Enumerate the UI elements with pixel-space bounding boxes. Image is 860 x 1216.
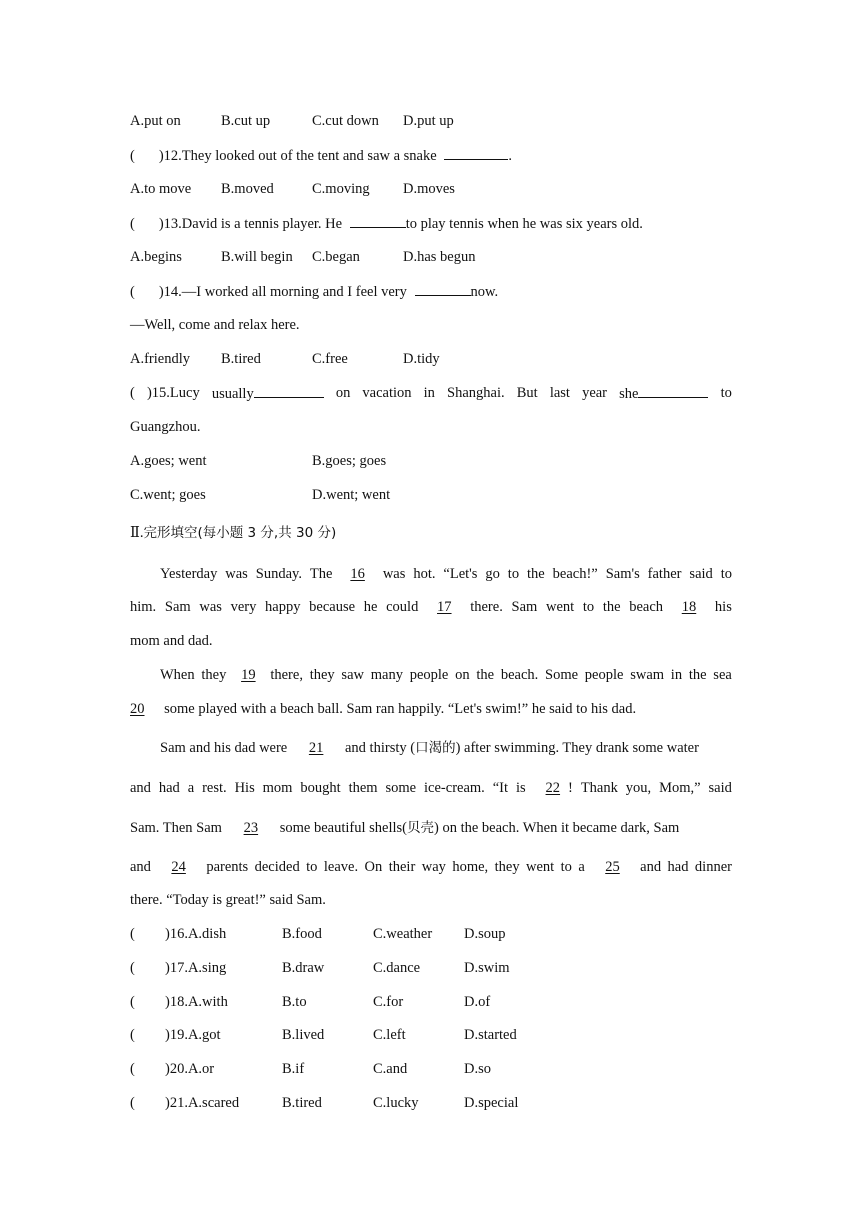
word: saw bbox=[341, 667, 364, 683]
passage-p3-line2 bbox=[130, 778, 732, 798]
question-14 bbox=[130, 281, 498, 302]
word: was bbox=[199, 599, 222, 615]
option-c: C.cut down bbox=[312, 113, 379, 129]
word: leave. bbox=[323, 859, 359, 875]
q14-reply: —Well, come and relax here. bbox=[130, 317, 300, 333]
word: to bbox=[582, 599, 595, 615]
passage-p3-line4 bbox=[130, 857, 732, 877]
option-d: D.swim bbox=[464, 960, 510, 976]
word: had bbox=[158, 780, 180, 796]
q15-word: she bbox=[619, 386, 639, 402]
question-end: . bbox=[508, 148, 512, 164]
word: people bbox=[409, 667, 449, 683]
option-c: C.weather bbox=[373, 926, 433, 942]
word: to bbox=[720, 566, 732, 582]
blank-16: 16 bbox=[350, 566, 365, 582]
passage-text: ) after swimming. They drank some water bbox=[455, 740, 699, 756]
option-d: D.put up bbox=[403, 113, 454, 129]
word: on bbox=[455, 667, 470, 683]
answer-paren: ( bbox=[130, 148, 135, 164]
word: Yesterday bbox=[160, 566, 218, 582]
answer-paren: ( bbox=[130, 926, 135, 942]
q15-word: )15.Lucy bbox=[146, 385, 200, 401]
option-a: )19.A.got bbox=[165, 1027, 221, 1043]
passage-text: Sam and his dad were bbox=[160, 740, 288, 756]
option-c: C.free bbox=[312, 351, 348, 367]
option-d: D.tidy bbox=[403, 351, 440, 367]
option-d: D.so bbox=[464, 1061, 491, 1077]
passage-p2-line2 bbox=[130, 699, 636, 719]
option-a: A.begins bbox=[130, 249, 182, 265]
question-15-cont: Guangzhou. bbox=[130, 419, 201, 435]
word: they bbox=[309, 667, 335, 683]
word: father bbox=[647, 566, 682, 582]
word: go bbox=[485, 566, 500, 582]
word: ice-cream. bbox=[424, 780, 485, 796]
word: there. bbox=[470, 599, 503, 615]
blank-21: 21 bbox=[308, 740, 324, 756]
word: decided bbox=[254, 859, 300, 875]
blank-25: 25 bbox=[605, 859, 620, 875]
answer-blank bbox=[444, 145, 508, 160]
word: Sam bbox=[511, 599, 538, 615]
word: went bbox=[526, 859, 555, 875]
word: many bbox=[370, 667, 403, 683]
question-text: )14.—I worked all morning and I feel very bbox=[158, 284, 407, 300]
section-heading bbox=[130, 523, 336, 543]
passage-text: and thirsty ( bbox=[345, 740, 416, 756]
word: ! bbox=[568, 780, 573, 796]
answer-paren: ( bbox=[130, 1095, 135, 1111]
word: said bbox=[708, 780, 732, 796]
option-c: C.and bbox=[373, 1061, 408, 1077]
word: the bbox=[688, 667, 707, 683]
question-text-end: now. bbox=[470, 284, 499, 300]
word: said bbox=[689, 566, 713, 582]
q15-word: in bbox=[423, 385, 435, 401]
q15-word: But bbox=[516, 385, 538, 401]
option-d: D.of bbox=[464, 994, 491, 1010]
passage-p3-line3 bbox=[130, 818, 679, 838]
word: to bbox=[507, 566, 520, 582]
word: and bbox=[130, 780, 151, 796]
option-b: B.to bbox=[282, 994, 307, 1010]
q15-word: last bbox=[549, 385, 570, 401]
word: you, bbox=[625, 780, 652, 796]
q15-word: vacation bbox=[362, 385, 412, 401]
option-b: B.moved bbox=[221, 181, 274, 197]
word: beach bbox=[629, 599, 664, 615]
answer-blank-2 bbox=[638, 383, 708, 398]
word: went bbox=[545, 599, 575, 615]
word: was bbox=[382, 566, 406, 582]
word: The bbox=[309, 566, 333, 582]
option-d: D.moves bbox=[403, 181, 455, 197]
blank-22: 22 bbox=[545, 780, 561, 796]
q15-word: Shanghai. bbox=[447, 385, 505, 401]
word: Sam bbox=[164, 599, 191, 615]
option-d: D.has begun bbox=[403, 249, 476, 265]
passage-text: ) on the beach. When it became dark, Sam bbox=[433, 820, 680, 836]
word: Sunday. bbox=[255, 566, 302, 582]
option-a: )16.A.dish bbox=[165, 926, 227, 942]
word: could bbox=[386, 599, 419, 615]
word: there, bbox=[270, 667, 303, 683]
word: Thank bbox=[580, 780, 618, 796]
word: had bbox=[667, 859, 689, 875]
question-12 bbox=[130, 145, 512, 166]
blank-17: 17 bbox=[437, 599, 452, 615]
option-a: )17.A.sing bbox=[165, 960, 227, 976]
word: Some bbox=[545, 667, 579, 683]
passage-text: some beautiful shells( bbox=[279, 820, 407, 836]
word: his bbox=[714, 599, 732, 615]
option-c: C.went; goes bbox=[130, 487, 206, 503]
passage-p2-line1 bbox=[130, 665, 732, 685]
option-b: B.tired bbox=[221, 351, 261, 367]
word: On bbox=[364, 859, 383, 875]
word: Mom,” bbox=[659, 780, 701, 796]
word: His bbox=[234, 780, 255, 796]
option-b: B.tired bbox=[282, 1095, 322, 1111]
question-text: )13.David is a tennis player. He bbox=[158, 216, 343, 232]
word: and bbox=[130, 859, 151, 875]
word: home, bbox=[452, 859, 489, 875]
word: they bbox=[201, 667, 227, 683]
option-b: B.draw bbox=[282, 960, 325, 976]
option-a: )21.A.scared bbox=[165, 1095, 240, 1111]
question-text: )12.They looked out of the tent and saw a snake bbox=[158, 148, 437, 164]
q15-word: to bbox=[720, 385, 732, 401]
question-13 bbox=[130, 213, 643, 234]
question-15 bbox=[130, 383, 732, 404]
chinese-gloss: 贝壳 bbox=[406, 820, 434, 836]
word: to bbox=[560, 859, 572, 875]
word: When bbox=[160, 667, 195, 683]
option-c: C.left bbox=[373, 1027, 406, 1043]
word: “It bbox=[492, 780, 509, 796]
word: dinner bbox=[694, 859, 732, 875]
option-c: C.moving bbox=[312, 181, 370, 197]
word: beach!” bbox=[552, 566, 598, 582]
word: was bbox=[225, 566, 248, 582]
passage-p3-line1 bbox=[130, 738, 699, 758]
option-d: D.went; went bbox=[312, 487, 391, 503]
option-b: B.lived bbox=[282, 1027, 325, 1043]
blank-19: 19 bbox=[241, 667, 256, 683]
word: happy bbox=[265, 599, 301, 615]
q15-word: on bbox=[335, 385, 351, 401]
word: way bbox=[421, 859, 446, 875]
word: them bbox=[348, 780, 378, 796]
blank-23: 23 bbox=[243, 820, 259, 836]
option-a: )20.A.or bbox=[165, 1061, 215, 1077]
passage-text: Sam. Then Sam bbox=[130, 820, 222, 836]
question-text-end: to play tennis when he was six years old. bbox=[405, 216, 643, 232]
answer-paren: ( bbox=[130, 284, 135, 300]
q15-word: usually bbox=[211, 386, 254, 402]
option-a: A.goes; went bbox=[130, 453, 207, 469]
word: hot. bbox=[413, 566, 436, 582]
option-a: A.to move bbox=[130, 181, 192, 197]
passage-p1-line1 bbox=[130, 564, 732, 584]
option-b: B.if bbox=[282, 1061, 305, 1077]
word: a bbox=[578, 859, 585, 875]
passage-p1-line2 bbox=[130, 597, 732, 617]
passage-p3-line5: there. “Today is great!” said Sam. bbox=[130, 892, 326, 908]
word: they bbox=[494, 859, 520, 875]
option-c: C.began bbox=[312, 249, 360, 265]
word: mom bbox=[262, 780, 293, 796]
word: a bbox=[187, 780, 195, 796]
word: very bbox=[230, 599, 257, 615]
word: to bbox=[306, 859, 318, 875]
answer-paren: ( bbox=[130, 994, 135, 1010]
answer-paren: ( bbox=[130, 216, 135, 232]
option-b: B.food bbox=[282, 926, 322, 942]
answer-blank bbox=[350, 213, 406, 228]
answer-paren: ( bbox=[130, 385, 135, 401]
option-c: C.lucky bbox=[373, 1095, 419, 1111]
word: bought bbox=[300, 780, 341, 796]
word: people bbox=[584, 667, 624, 683]
answer-blank bbox=[415, 281, 471, 296]
option-b: B.cut up bbox=[221, 113, 271, 129]
option-a: A.friendly bbox=[130, 351, 190, 367]
word: the bbox=[602, 599, 621, 615]
word: swam bbox=[630, 667, 665, 683]
blank-24: 24 bbox=[171, 859, 186, 875]
word: “Let's bbox=[443, 566, 478, 582]
answer-paren: ( bbox=[130, 1061, 135, 1077]
chinese-gloss: 口渴的 bbox=[415, 740, 456, 756]
option-d: D.special bbox=[464, 1095, 519, 1111]
option-b: B.will begin bbox=[221, 249, 293, 265]
answer-blank-1 bbox=[254, 383, 324, 398]
option-a: )18.A.with bbox=[165, 994, 228, 1010]
blank-18: 18 bbox=[681, 599, 697, 615]
passage-text: some played with a beach ball. Sam ran happily. “Let's swim!” he said to his dad. bbox=[164, 701, 637, 717]
word: sea bbox=[713, 667, 732, 683]
option-d: D.started bbox=[464, 1027, 517, 1043]
answer-paren: ( bbox=[130, 960, 135, 976]
word: parents bbox=[206, 859, 249, 875]
option-d: D.soup bbox=[464, 926, 506, 942]
option-c: C.for bbox=[373, 994, 404, 1010]
blank-20: 20 bbox=[130, 701, 145, 717]
word: Sam's bbox=[605, 566, 640, 582]
word: because bbox=[309, 599, 356, 615]
word: beach. bbox=[500, 667, 539, 683]
q15-word: year bbox=[582, 385, 608, 401]
word: and bbox=[640, 859, 662, 875]
word: in bbox=[670, 667, 683, 683]
option-a: A.put on bbox=[130, 113, 181, 129]
word: rest. bbox=[202, 780, 227, 796]
option-c: C.dance bbox=[373, 960, 421, 976]
word: their bbox=[388, 859, 416, 875]
word: him. bbox=[130, 599, 157, 615]
word: he bbox=[363, 599, 378, 615]
word: is bbox=[515, 780, 526, 796]
answer-paren: ( bbox=[130, 1027, 135, 1043]
section-number: Ⅱ. bbox=[130, 525, 144, 541]
word: some bbox=[385, 780, 417, 796]
passage-p1-line3: mom and dad. bbox=[130, 633, 213, 649]
word: the bbox=[527, 566, 545, 582]
word: the bbox=[476, 667, 495, 683]
section-title: 完形填空(每小题 3 分,共 30 分) bbox=[143, 525, 337, 541]
option-b: B.goes; goes bbox=[312, 453, 387, 469]
